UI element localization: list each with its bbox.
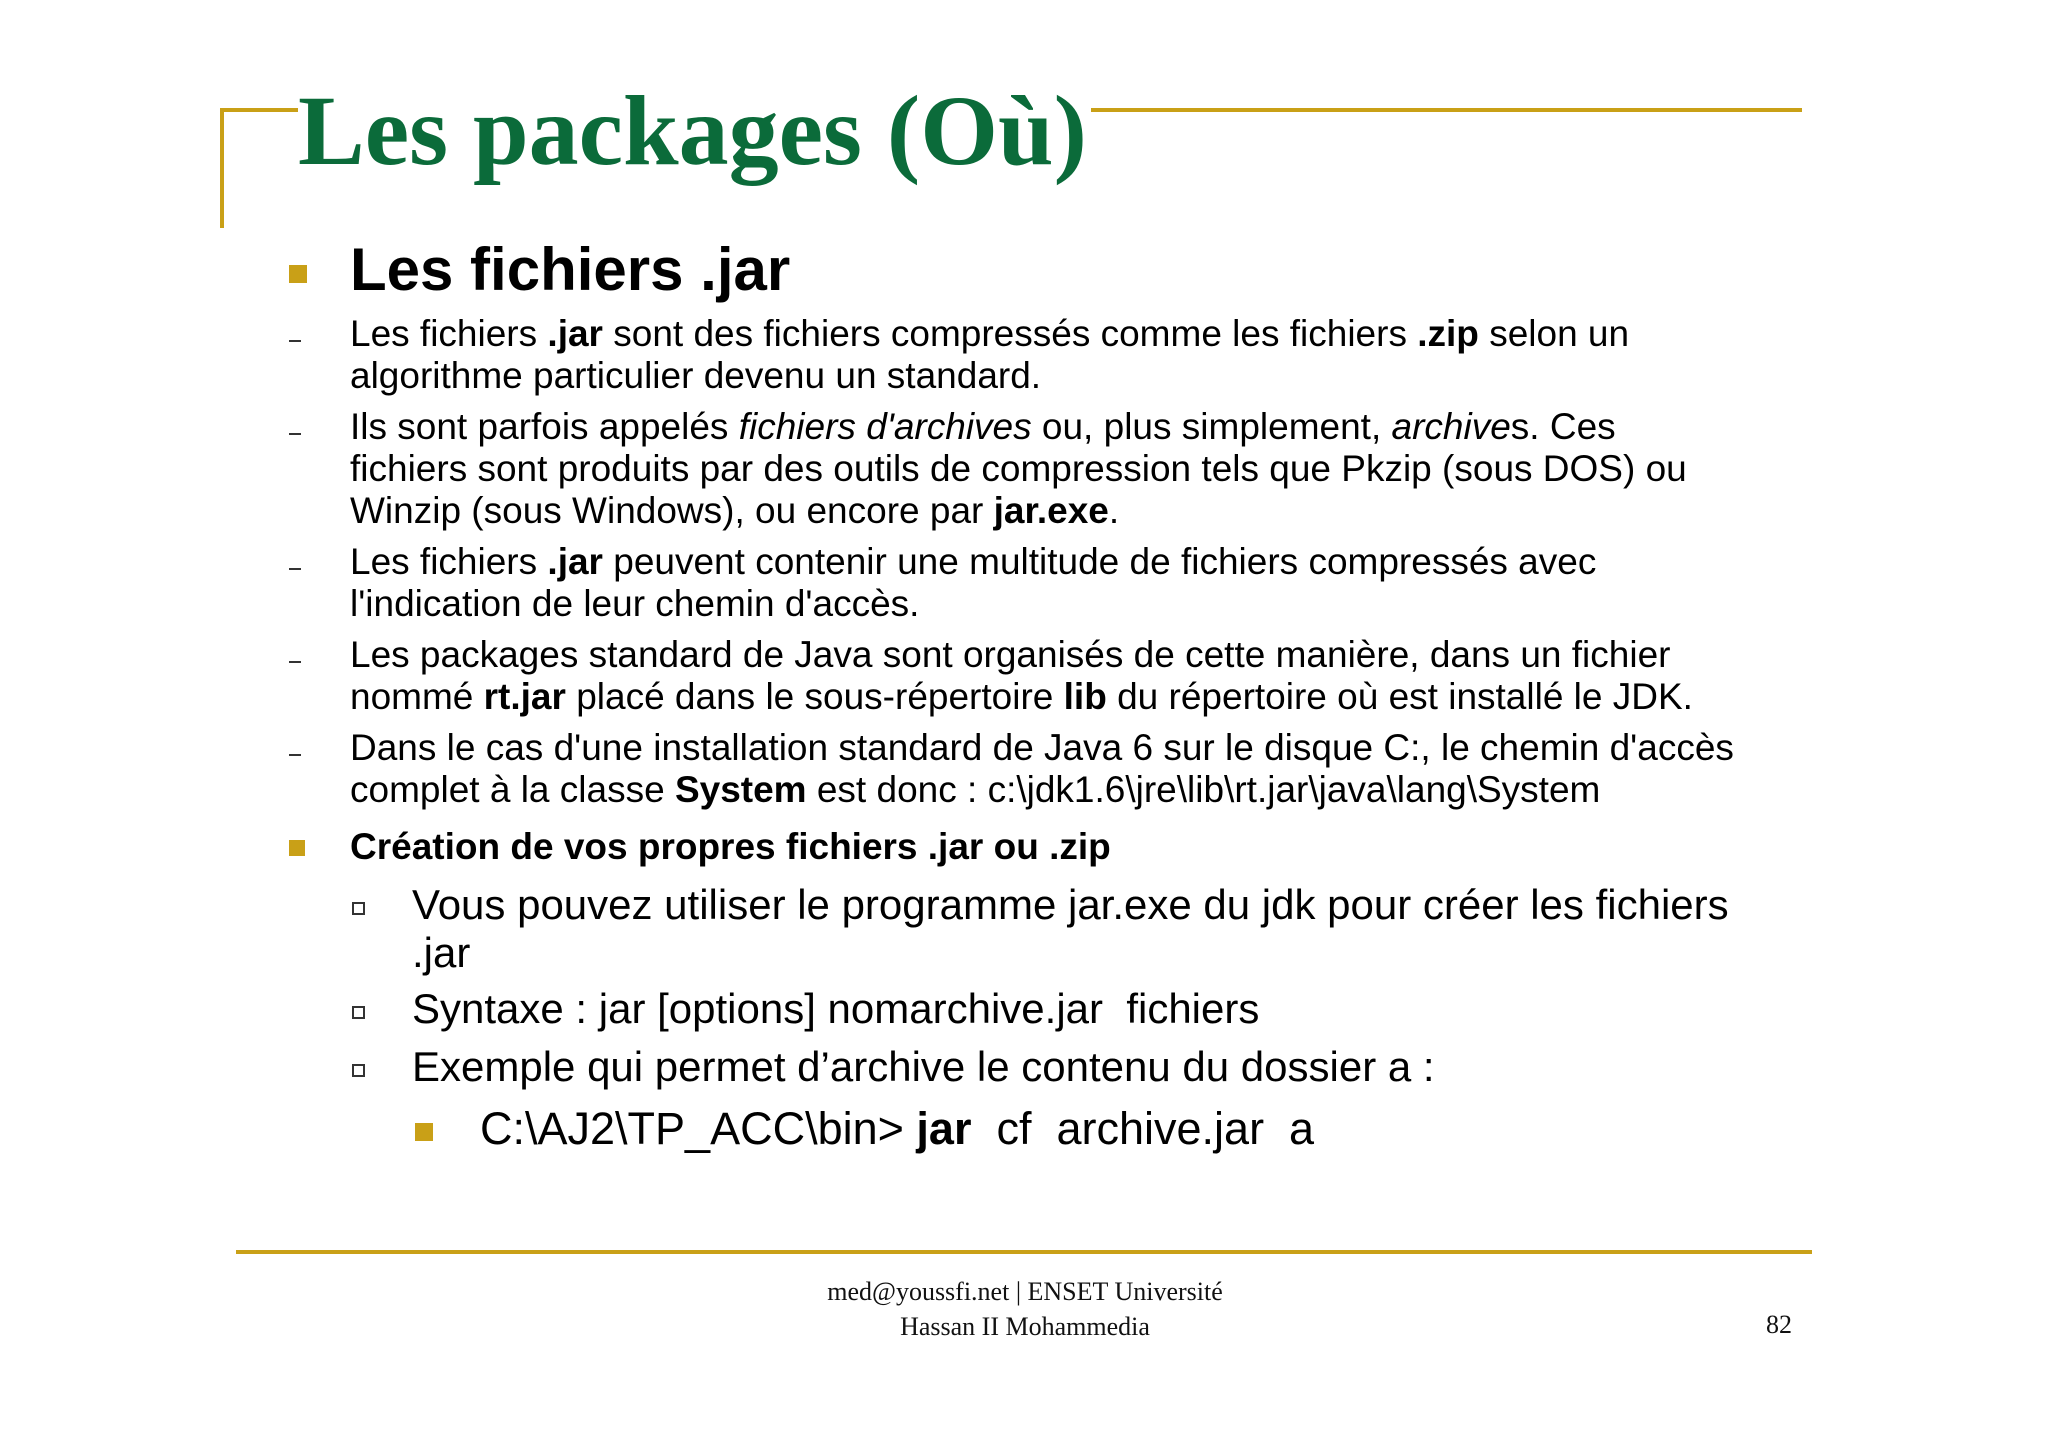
text-run: nommé: [350, 676, 484, 717]
dash-bullet-icon: [289, 568, 301, 570]
text-line: [350, 583, 1596, 625]
dash-bullet-icon: [289, 754, 301, 756]
dash-bullet-icon: [289, 661, 301, 663]
bold-run: jar.exe: [993, 490, 1109, 531]
text-run: Les fichiers: [350, 541, 548, 582]
text-run: ou, plus simplement,: [1031, 406, 1392, 447]
hollow-square-bullet-icon: [352, 1006, 365, 1019]
footer-rule: [236, 1250, 1812, 1254]
text-run: complet à la classe: [350, 769, 675, 810]
text-run: peuvent contenir une multitude de fichiers compressés avec: [602, 541, 1597, 582]
italic-run: fichiers d'archives: [738, 406, 1032, 447]
footer-line-2: Hassan II Mohammedia: [900, 1312, 1150, 1341]
command-line: [480, 1103, 1314, 1155]
list-item-text: [350, 727, 1734, 811]
text-line: [350, 313, 1629, 355]
footer-line-1: med@youssfi.net | ENSET Université: [827, 1277, 1223, 1306]
text-line: [350, 634, 1693, 676]
dash-bullet-icon: [289, 433, 301, 435]
text-line: [350, 769, 1734, 811]
list-item-text: [350, 406, 1687, 532]
dash-bullet-icon: [289, 340, 301, 342]
bold-run: rt.jar: [483, 676, 566, 717]
text-run: Ils sont parfois appelés: [350, 406, 739, 447]
text-run: .: [1108, 490, 1120, 531]
text-run: Winzip (sous Windows), ou encore par: [350, 490, 994, 531]
text-line: [350, 355, 1629, 397]
heading-1-row: [0, 236, 2048, 303]
sub-list-item-text: [412, 1043, 1435, 1091]
text-run: est donc : c:\jdk1.6\jre\lib\rt.jar\java\lang\System: [806, 769, 1601, 810]
heading-1: Les fichiers .jar: [350, 236, 791, 303]
text-run: Les packages standard de Java sont organisés de cette manière, dans un fichier: [350, 634, 1671, 675]
heading-2: Création de vos propres fichiers .jar ou .zip: [350, 826, 1111, 867]
text-line: Exemple qui permet d’archive le contenu du dossier a :: [412, 1043, 1435, 1090]
text-run: du répertoire où est installé le JDK.: [1106, 676, 1693, 717]
bullet-square-icon: [289, 265, 307, 283]
sub-list-item-text: [412, 881, 1729, 977]
text-run: l'indication de leur chemin d'accès.: [350, 583, 920, 624]
bullet-square-icon: [415, 1123, 433, 1141]
command-keyword: jar: [916, 1103, 972, 1154]
text-line: .jar: [412, 929, 471, 976]
bold-run: .jar: [547, 541, 603, 582]
text-run: selon un: [1478, 313, 1630, 354]
title-frame-left-rule: [220, 108, 224, 228]
sub-list-item-text: [412, 985, 1259, 1033]
slide-title: Les packages (Où): [298, 76, 1091, 186]
footer-credit: [750, 1274, 1300, 1344]
text-line: [350, 448, 1687, 490]
text-line: [350, 541, 1596, 583]
hollow-square-bullet-icon: [352, 902, 365, 915]
text-run: Dans le cas d'une installation standard de Java 6 sur le disque C:, le chemin d'accès: [350, 727, 1734, 768]
bold-run: lib: [1063, 676, 1107, 717]
italic-run: archive: [1391, 406, 1511, 447]
text-line: [350, 490, 1687, 532]
text-run: fichiers sont produits par des outils de compression tels que Pkzip (sous DOS) ou: [350, 448, 1687, 489]
text-line: Syntaxe : jar [options] nomarchive.jar fichiers: [412, 985, 1260, 1032]
text-run: placé dans le sous-répertoire: [565, 676, 1064, 717]
command-suffix: cf archive.jar a: [971, 1103, 1315, 1154]
list-item-text: [350, 313, 1629, 397]
page-number: 82: [1766, 1310, 1792, 1339]
hollow-square-bullet-icon: [352, 1064, 365, 1077]
command-prefix: C:\AJ2\TP_ACC\bin>: [480, 1103, 917, 1154]
bullet-square-icon: [289, 840, 305, 856]
text-run: algorithme particulier devenu un standard.: [350, 355, 1042, 396]
text-line: [350, 406, 1687, 448]
list-item-text: [350, 541, 1596, 625]
bold-run: System: [674, 769, 807, 810]
text-line: [350, 727, 1734, 769]
text-run: sont des fichiers compressés comme les fichiers: [602, 313, 1418, 354]
bold-run: .zip: [1417, 313, 1479, 354]
text-run: Les fichiers: [350, 313, 548, 354]
text-line: [350, 676, 1693, 718]
list-item-text: [350, 634, 1693, 718]
text-line: Vous pouvez utiliser le programme jar.exe du jdk pour créer les fichiers: [412, 881, 1729, 928]
text-run: s. Ces: [1510, 406, 1616, 447]
bold-run: .jar: [547, 313, 603, 354]
